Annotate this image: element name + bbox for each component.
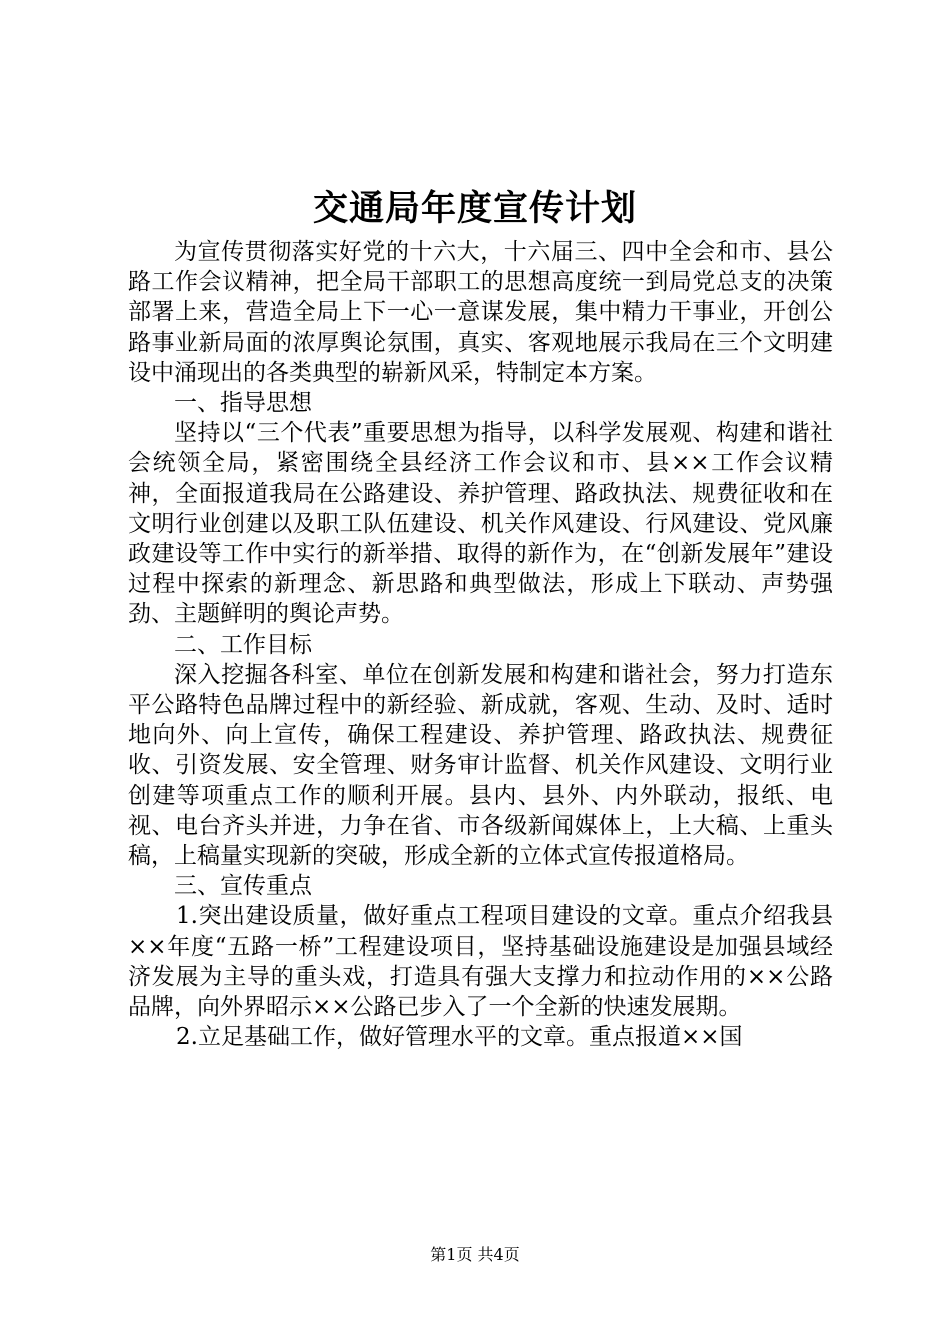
section-heading-guiding-ideology: 一、指导思想 xyxy=(174,390,312,417)
document-title: 交通局年度宣传计划 xyxy=(312,188,637,229)
document-body xyxy=(128,237,833,1052)
focus-item-2: 2.立足基础工作，做好管理水平的文章。重点报道××国 xyxy=(176,1024,743,1051)
section-heading-publicity-focus: 三、宣传重点 xyxy=(174,873,312,900)
work-goals-paragraph: 深入挖掘各科室、单位在创新发展和构建和谐社会，努力打造东平公路特色品牌过程中的新经验、新成就，客观、生动、及时、适时地向外、向上宣传，确保工程建设、养护管理、路政执法、规费征收、引资发展、安全管理、财务审计监督、机关作风建设、文明行业创建等项重点工作的顺利开展。县内、县外、内外联动，报纸、电视、电台齐头并进，力争在省、市各级新闻媒体上，上大稿、上重头稿，上稿量实现新的突破，形成全新的立体式宣传报道格局。 xyxy=(128,661,833,870)
intro-paragraph: 为宣传贯彻落实好党的十六大，十六届三、四中全会和市、县公路工作会议精神，把全局干部职工的思想高度统一到局党总支的决策部署上来，营造全局上下一心一意谋发展，集中精力干事业，开创公路事业新局面的浓厚舆论氛围，真实、客观地展示我局在三个文明建设中涌现出的各类典型的崭新风采，特制定本方案。 xyxy=(128,239,833,386)
focus-item-1: 1.突出建设质量，做好重点工程项目建设的文章。重点介绍我县××年度“五路一桥”工程建设项目，坚持基础设施建设是加强县域经济发展为主导的重头戏，打造具有强大支撑力和拉动作用的××公路品牌，向外界昭示××公路已步入了一个全新的快速发展期。 xyxy=(128,903,833,1021)
section-heading-work-goals: 二、工作目标 xyxy=(174,631,312,658)
guiding-ideology-paragraph: 坚持以“三个代表”重要思想为指导，以科学发展观、构建和谐社会统领全局，紧密围绕全县经济工作会议和市、县××工作会议精神，全面报道我局在公路建设、养护管理、路政执法、规费征收和在文明行业创建以及职工队伍建设、机关作风建设、行风建设、党风廉政建设等工作中实行的新举措、取得的新作为，在“创新发展年”建设过程中探索的新理念、新思路和典型做法，形成上下联动、声势强劲、主题鲜明的舆论声势。 xyxy=(128,420,833,628)
page-footer: 第1页 共4页 xyxy=(430,1245,520,1264)
